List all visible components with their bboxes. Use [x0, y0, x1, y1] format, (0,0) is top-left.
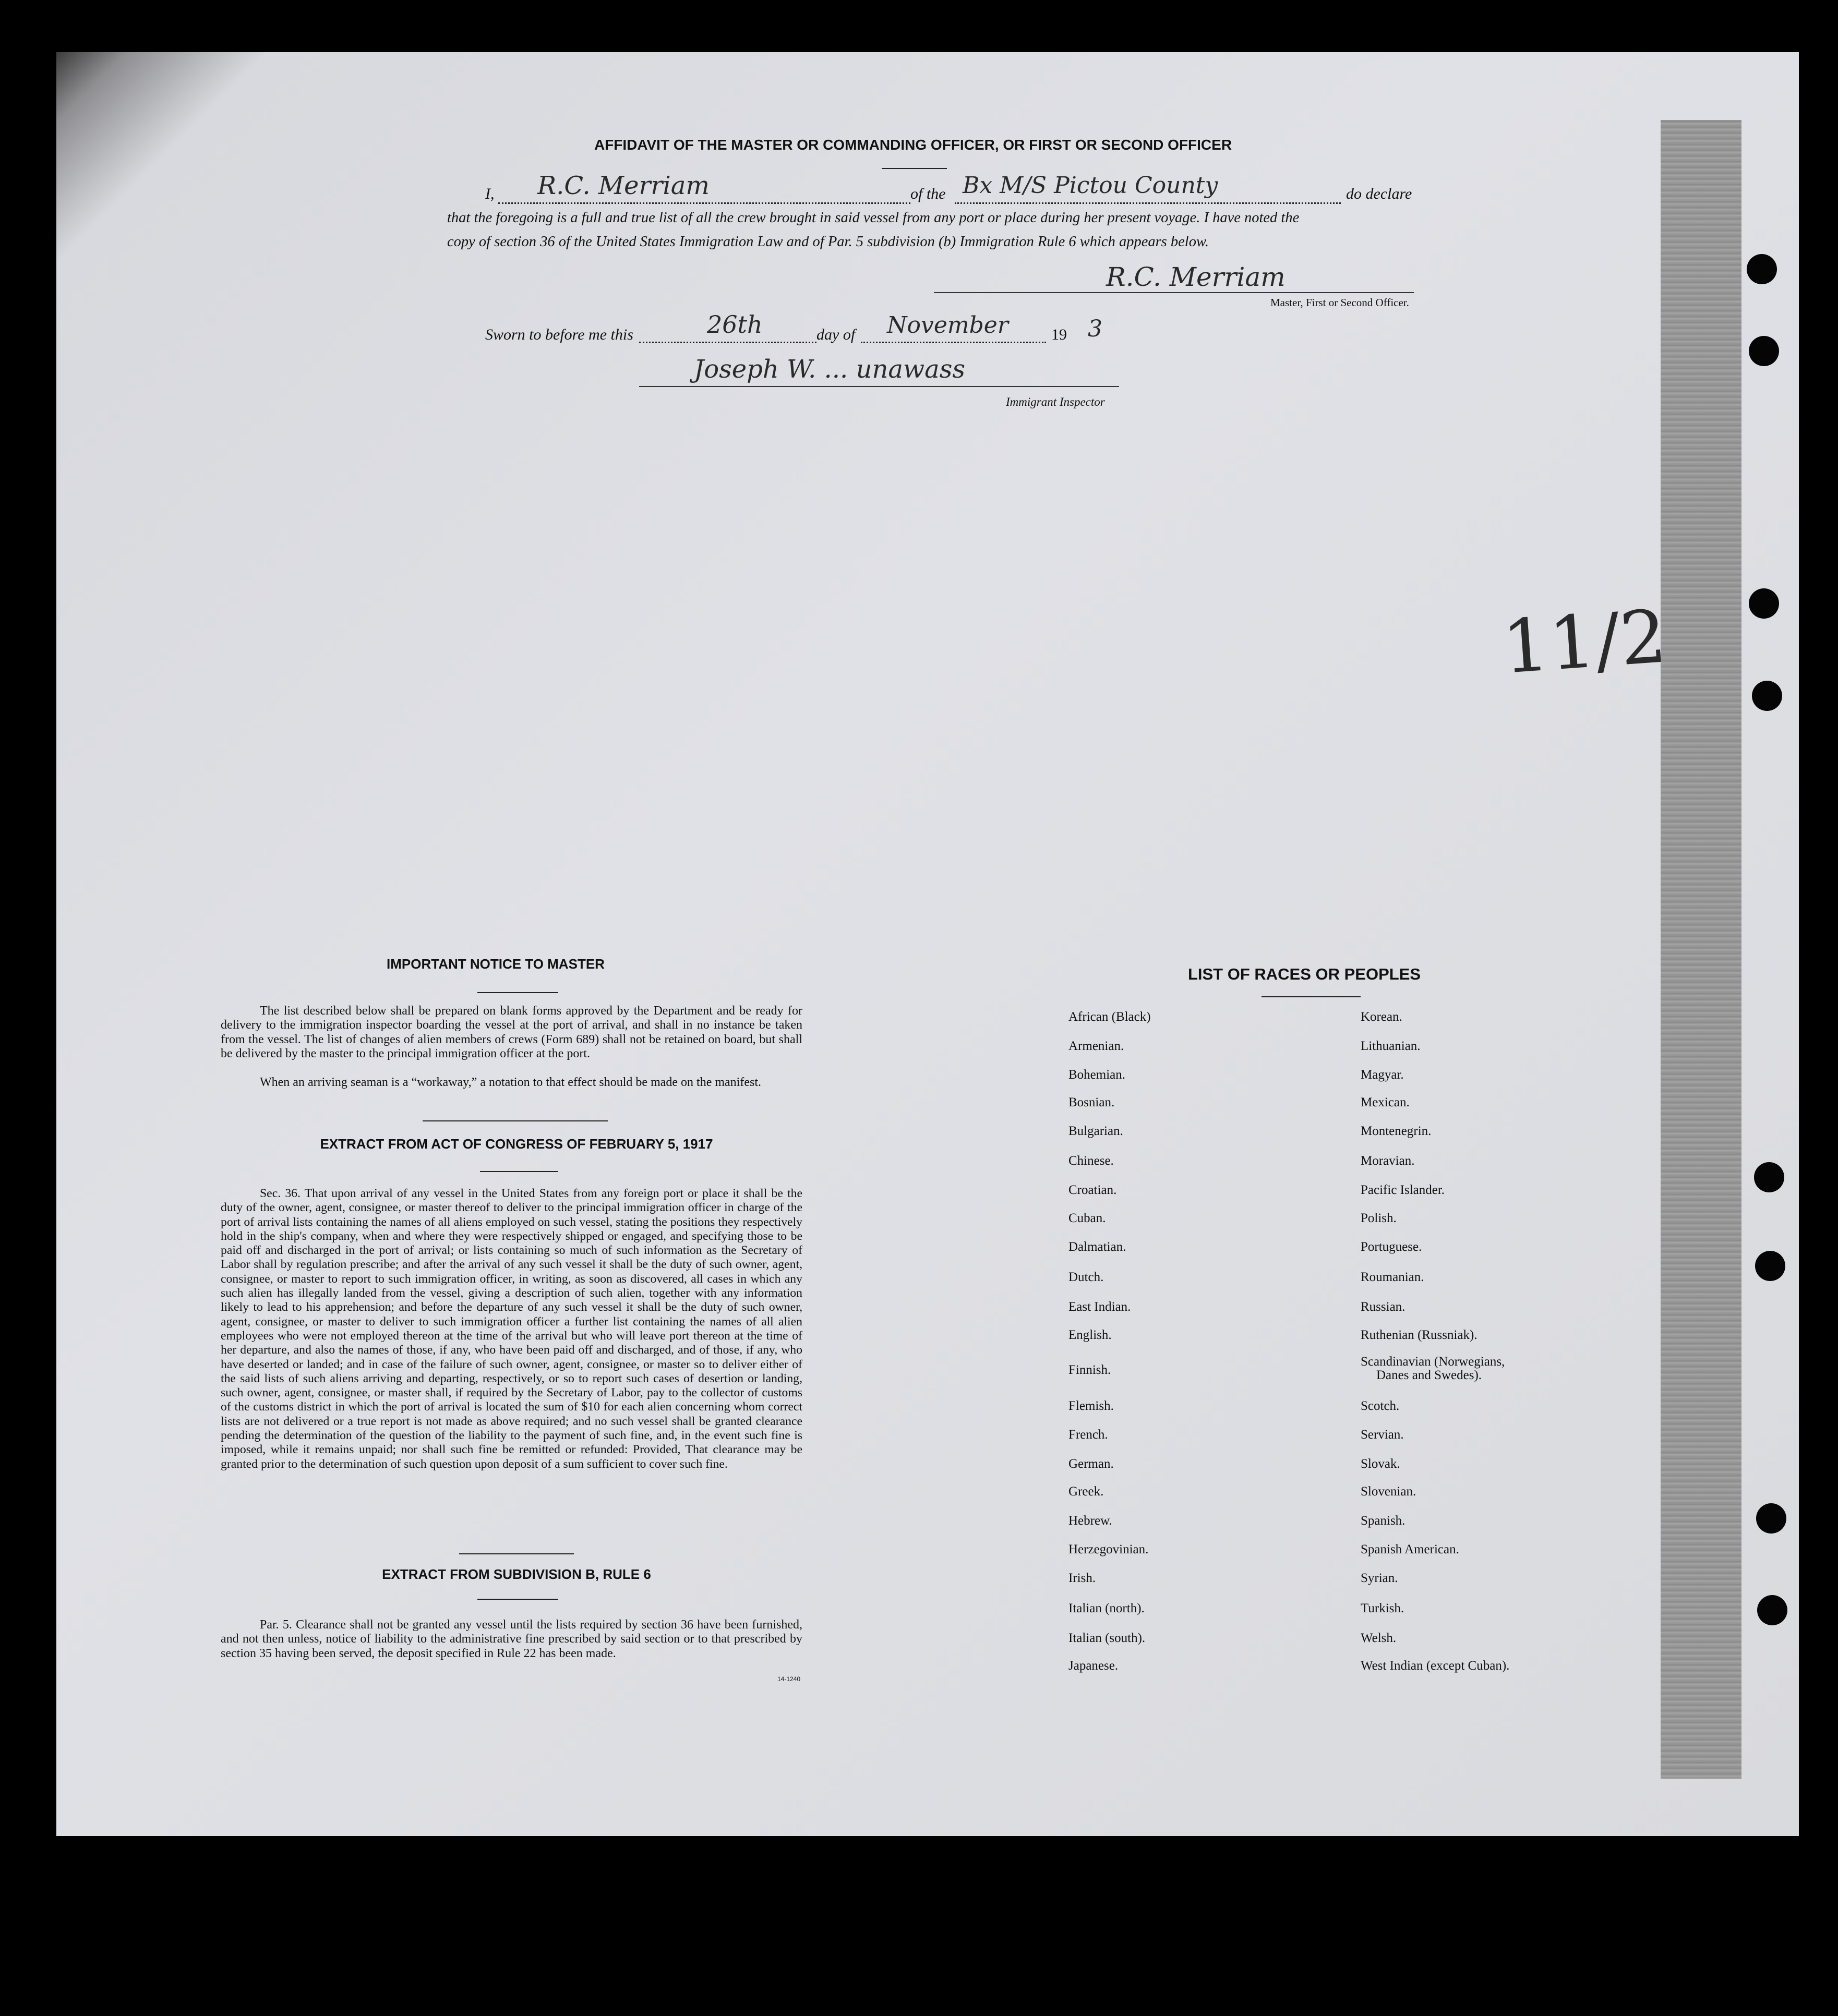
extract-rule-title: EXTRACT FROM SUBDIVISION B, RULE 6 [382, 1566, 651, 1582]
inspector-signature: Joseph W. ... unawass [694, 355, 965, 384]
race-item: Dutch. [1068, 1270, 1104, 1284]
race-item: Syrian. [1361, 1571, 1398, 1585]
race-item: Bulgarian. [1068, 1124, 1123, 1138]
affidavit-i-label: I, [485, 185, 495, 202]
notice-paragraph-1: The list described below shall be prepared on blank forms approved by the Department and be ready for delivery to the immigration inspector boarding the vessel at the port of arrival, and shall in no instance be taken from the vessel. The list of changes of alien members of crews (Form 689) shall not be retained on board, but shall be delivered by the master to the principal immigration officer at the port. [221, 1004, 802, 1061]
race-item: Chinese. [1068, 1154, 1114, 1168]
race-item: Montenegrin. [1361, 1124, 1432, 1138]
extract-act-text: Sec. 36. That upon arrival of any vessel in the United States from any foreign port or place it shall be the duty of the owner, agent, consignee, or master thereof to deliver to the principal immigration officer in charge of the port of arrival lists containing the names of all aliens employed on such vessel, stating the positions they respectively hold in the ship's company, when and where they were respectively shipped or engaged, and specifying those to be paid off and discharged in the port of arrival; or lists containing so much of such information as the Secretary of Labor shall by regulation prescribe; and after the arrival of any such vessel it shall be the duty of such owner, agent, consignee, or master to report to such immigration officer, in writing, as soon as discovered, all cases in which any such alien has illegally landed from the vessel, giving a description of such alien, together with any information likely to lead to his apprehension; and before the departure of any such vessel it shall be the duty of such owner, agent, consignee, or master to deliver to such immigration officer a further list containing the names of all alien employees who were not employed thereon at the time of the arrival but who will leave port thereon at the time of her departure, and also the names of those, if any, who have been paid off and discharged, and of those, if any, who have deserted or landed; and in case of the failure of such owner, agent, consignee, or master so to deliver either of the said lists of such aliens arriving and departing, respectively, or so to report such cases of desertion or landing, such owner, agent, consignee, or master shall, if required by the Secretary of Labor, pay to the collector of customs of the customs district in which the port of arrival is located the sum of $10 for each alien concerning whom correct lists are not delivered or a true report is not made as above required; and no such vessel shall be granted clearance pending the determination of the question of the liability to the payment of such fine, and, in the event such fine is imposed, while it remains unpaid; nor shall such fine be remitted or refunded: Provided, That clearance may be granted prior to the determination of such question upon deposit of a sum sufficient to cover such fine. [221, 1187, 802, 1471]
race-item: Welsh. [1361, 1631, 1397, 1645]
race-item: Herzegovinian. [1068, 1542, 1149, 1556]
race-item: Ruthenian (Russniak). [1361, 1328, 1477, 1342]
race-item: Irish. [1068, 1571, 1096, 1585]
affidavit-title: AFFIDAVIT OF THE MASTER OR COMMANDING OFFICER, OR FIRST OR SECOND OFFICER [594, 137, 1232, 153]
race-item: Finnish. [1068, 1363, 1111, 1377]
punch-hole [1752, 681, 1782, 711]
punch-hole [1755, 1251, 1785, 1281]
master-name-line [498, 202, 910, 204]
margin-note-handwritten: 11/2 [1499, 594, 1669, 691]
race-item: Spanish. [1361, 1514, 1405, 1528]
punch-hole [1757, 1595, 1787, 1625]
do-declare-label: do declare [1346, 185, 1412, 202]
inspector-signature-line [639, 386, 1119, 387]
race-item: Russian. [1361, 1300, 1405, 1314]
of-the-label: of the [910, 185, 946, 202]
race-item: Roumanian. [1361, 1270, 1424, 1284]
race-item-scandinavian-continuation: Danes and Swedes). [1376, 1368, 1482, 1382]
races-title: LIST OF RACES OR PEOPLES [1187, 965, 1421, 983]
year-handwritten: 3 [1088, 316, 1102, 342]
extract-act-rule [480, 1171, 558, 1172]
race-item: Hebrew. [1068, 1514, 1112, 1528]
punch-hole [1749, 588, 1779, 619]
punch-hole [1747, 254, 1777, 284]
race-item: Turkish. [1361, 1601, 1404, 1615]
month-handwritten: November [887, 312, 1008, 339]
day-of-label: day of [816, 326, 856, 343]
races-title-rule [1262, 996, 1361, 997]
race-item: Flemish. [1068, 1399, 1114, 1413]
race-item: Mexican. [1361, 1095, 1410, 1109]
punch-hole [1756, 1503, 1786, 1534]
race-item: Slovak. [1361, 1457, 1400, 1471]
race-item: Bohemian. [1068, 1068, 1126, 1082]
extract-rule-text: Par. 5. Clearance shall not be granted any vessel until the lists required by section 36 have been furnished, and not then unless, notice of liability to the administrative fine prescribed by said section or to that prescribed by section 35 having been served, the deposit specified in Rule 22 has been made. [221, 1618, 802, 1660]
master-name-handwritten: R.C. Merriam [537, 171, 710, 200]
master-signature-caption: Master, First or Second Officer. [1270, 296, 1409, 309]
extract-act-end-rule [459, 1553, 574, 1554]
race-item: Polish. [1361, 1211, 1397, 1225]
race-item: West Indian (except Cuban). [1361, 1659, 1510, 1673]
race-item: Korean. [1361, 1010, 1402, 1024]
punch-hole [1754, 1162, 1784, 1192]
race-item: Scotch. [1361, 1399, 1400, 1413]
extract-rule-rule [477, 1599, 558, 1600]
race-item: Lithuanian. [1361, 1039, 1421, 1053]
notice-divider [423, 1120, 608, 1121]
race-item: Croatian. [1068, 1183, 1117, 1197]
notice-paragraph-2: When an arriving seaman is a “workaway,” a notation to that effect should be made on the manifest. [260, 1076, 761, 1089]
notice-title-rule [477, 992, 558, 993]
sworn-label: Sworn to before me this [485, 326, 633, 343]
race-item: French. [1068, 1428, 1108, 1442]
race-item: Dalmatian. [1068, 1240, 1126, 1254]
affidavit-title-rule [882, 168, 947, 169]
day-handwritten: 26th [707, 310, 763, 339]
vessel-name-line [955, 202, 1341, 204]
master-signature-line [934, 292, 1414, 293]
punch-hole [1749, 336, 1779, 366]
race-item: Armenian. [1068, 1039, 1124, 1053]
race-item: German. [1068, 1457, 1114, 1471]
year-prefix: 19 [1051, 326, 1067, 343]
race-item: East Indian. [1068, 1300, 1131, 1314]
race-item: Spanish American. [1361, 1542, 1459, 1556]
race-item: Bosnian. [1068, 1095, 1115, 1109]
race-item: Scandinavian (Norwegians, [1361, 1355, 1505, 1369]
extract-act-title: EXTRACT FROM ACT OF CONGRESS OF FEBRUARY 5, 1917 [320, 1136, 713, 1152]
race-item: Magyar. [1361, 1068, 1404, 1082]
vessel-name-handwritten: Bx M/S Pictou County [963, 172, 1218, 199]
race-item: Servian. [1361, 1428, 1404, 1442]
race-item: Slovenian. [1361, 1484, 1416, 1499]
page-edge-strip [1661, 120, 1741, 1779]
master-signature: R.C. Merriam [1106, 262, 1286, 292]
race-item: Japanese. [1068, 1659, 1119, 1673]
race-item: Portuguese. [1361, 1240, 1422, 1254]
affidavit-line-3: copy of section 36 of the United States Immigration Law and of Par. 5 subdivision (b) Immigration Rule 6 which appears below. [447, 234, 1209, 250]
race-item: Italian (north). [1068, 1601, 1145, 1615]
form-number: 14-1240 [777, 1675, 801, 1683]
race-item: Moravian. [1361, 1154, 1415, 1168]
race-item: Pacific Islander. [1361, 1183, 1445, 1197]
race-item: Cuban. [1068, 1211, 1106, 1225]
race-item: English. [1068, 1328, 1112, 1342]
race-item: Italian (south). [1068, 1631, 1146, 1645]
race-item: African (Black) [1068, 1010, 1151, 1024]
inspector-caption: Immigrant Inspector [1006, 395, 1105, 408]
month-line [861, 342, 1046, 343]
affidavit-line-2: that the foregoing is a full and true list of all the crew brought in said vessel from any port or place during her present voyage. I have noted the [447, 210, 1300, 226]
day-line [639, 342, 816, 343]
notice-title: IMPORTANT NOTICE TO MASTER [387, 956, 605, 972]
race-item: Greek. [1068, 1484, 1104, 1499]
